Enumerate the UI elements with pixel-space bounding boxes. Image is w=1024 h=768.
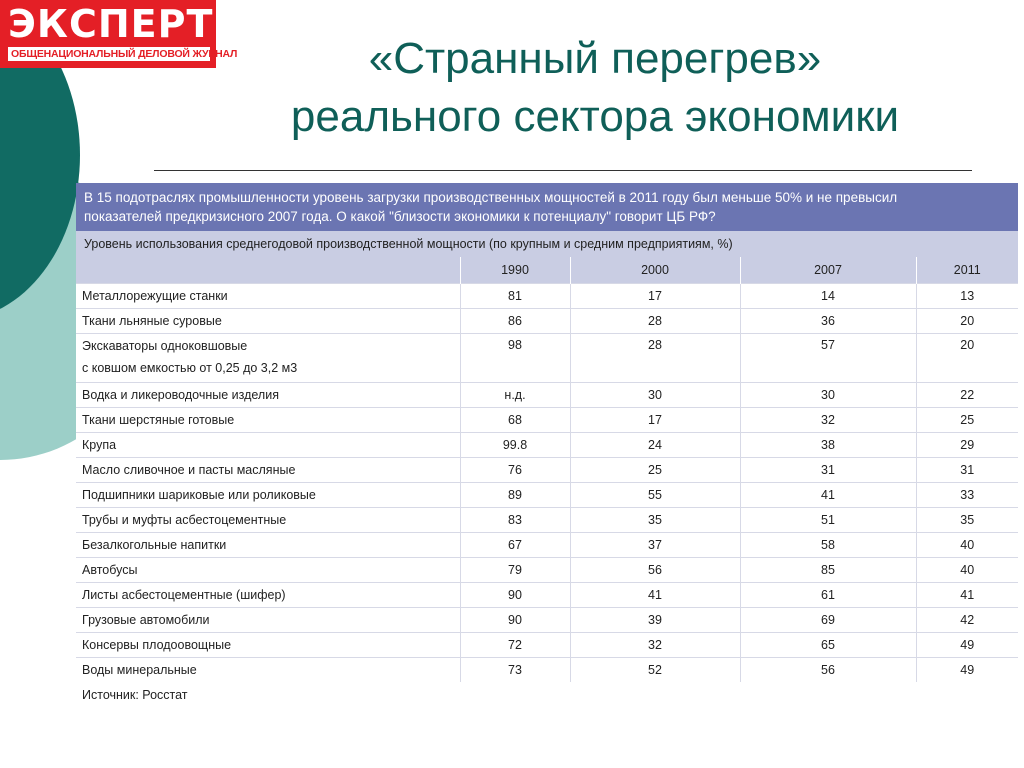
column-header-2000: 2000 xyxy=(570,257,740,284)
cell-2007: 57 xyxy=(740,334,916,383)
cell-2007: 41 xyxy=(740,483,916,508)
cell-2007: 51 xyxy=(740,508,916,533)
row-name: Трубы и муфты асбестоцементные xyxy=(76,508,460,533)
cell-2000: 17 xyxy=(570,284,740,309)
cell-2007: 56 xyxy=(740,658,916,683)
cell-2007: 38 xyxy=(740,433,916,458)
cell-2011: 13 xyxy=(916,284,1018,309)
cell-2011: 31 xyxy=(916,458,1018,483)
logo-subtitle: ОБЩЕНАЦИОНАЛЬНЫЙ ДЕЛОВОЙ ЖУРНАЛ xyxy=(8,47,210,61)
capacity-table-panel xyxy=(76,183,1018,711)
cell-2007: 58 xyxy=(740,533,916,558)
cell-2007: 61 xyxy=(740,583,916,608)
row-name: Ткани шерстяные готовые xyxy=(76,408,460,433)
table-row xyxy=(76,533,1018,558)
row-name: Автобусы xyxy=(76,558,460,583)
cell-2011: 33 xyxy=(916,483,1018,508)
cell-2011: 40 xyxy=(916,533,1018,558)
table-row xyxy=(76,309,1018,334)
cell-1990: 79 xyxy=(460,558,570,583)
cell-2011: 20 xyxy=(916,334,1018,383)
row-name: Подшипники шариковые или роликовые xyxy=(76,483,460,508)
row-name: Водка и ликероводочные изделия xyxy=(76,383,460,408)
slide-title-line2: реального сектора экономики xyxy=(290,92,900,141)
cell-2000: 17 xyxy=(570,408,740,433)
cell-1990: н.д. xyxy=(460,383,570,408)
table-row xyxy=(76,408,1018,433)
cell-2000: 37 xyxy=(570,533,740,558)
slide-title xyxy=(220,30,970,146)
cell-2000: 25 xyxy=(570,458,740,483)
table-header-row xyxy=(76,257,1018,284)
table-row xyxy=(76,483,1018,508)
table-row xyxy=(76,558,1018,583)
cell-2000: 28 xyxy=(570,309,740,334)
table-row xyxy=(76,334,1018,383)
cell-1990: 98 xyxy=(460,334,570,383)
cell-2000: 32 xyxy=(570,633,740,658)
cell-2000: 56 xyxy=(570,558,740,583)
row-name-line1: Экскаваторы одноковшовые xyxy=(82,339,248,353)
cell-2007: 31 xyxy=(740,458,916,483)
cell-1990: 76 xyxy=(460,458,570,483)
row-name: Консервы плодоовощные xyxy=(76,633,460,658)
table-caption: Уровень использования среднегодовой производственной мощности (по крупным и средним предприятиям, %) xyxy=(76,231,1018,257)
title-divider xyxy=(154,170,972,171)
cell-2011: 42 xyxy=(916,608,1018,633)
table-intro-line1: В 15 подотраслях промышленности уровень загрузки производственных мощностей в 2011 году был меньше 50% и не превысил xyxy=(84,190,898,205)
cell-2000: 24 xyxy=(570,433,740,458)
logo-wordmark: ЭКСПЕРТ xyxy=(8,2,214,46)
table-row xyxy=(76,383,1018,408)
cell-2011: 49 xyxy=(916,633,1018,658)
row-name: Металлорежущие станки xyxy=(76,284,460,309)
row-name xyxy=(76,334,460,383)
cell-1990: 83 xyxy=(460,508,570,533)
table-intro xyxy=(76,183,1018,231)
cell-1990: 99.8 xyxy=(460,433,570,458)
cell-2000: 28 xyxy=(570,334,740,383)
slide-title-line1: «Странный перегрев» xyxy=(368,34,822,83)
cell-2000: 30 xyxy=(570,383,740,408)
row-name: Безалкогольные напитки xyxy=(76,533,460,558)
cell-2007: 36 xyxy=(740,309,916,334)
cell-1990: 72 xyxy=(460,633,570,658)
expert-logo xyxy=(0,0,238,68)
row-name: Масло сливочное и пасты масляные xyxy=(76,458,460,483)
row-name: Ткани льняные суровые xyxy=(76,309,460,334)
row-name: Воды минеральные xyxy=(76,658,460,683)
cell-1990: 90 xyxy=(460,583,570,608)
cell-2011: 29 xyxy=(916,433,1018,458)
cell-1990: 68 xyxy=(460,408,570,433)
cell-2011: 20 xyxy=(916,309,1018,334)
table-row xyxy=(76,284,1018,309)
table-row xyxy=(76,508,1018,533)
cell-1990: 81 xyxy=(460,284,570,309)
table-source: Источник: Росстат xyxy=(82,688,188,702)
cell-1990: 86 xyxy=(460,309,570,334)
cell-2007: 65 xyxy=(740,633,916,658)
cell-2011: 22 xyxy=(916,383,1018,408)
cell-2000: 52 xyxy=(570,658,740,683)
column-header-2007: 2007 xyxy=(740,257,916,284)
cell-2011: 49 xyxy=(916,658,1018,683)
row-name: Грузовые автомобили xyxy=(76,608,460,633)
table-row xyxy=(76,658,1018,683)
table-row xyxy=(76,633,1018,658)
table-intro-line2: показателей предкризисного 2007 года. О какой "близости экономики к потенциалу" говорит ЦБ РФ? xyxy=(84,209,716,224)
table-row xyxy=(76,433,1018,458)
row-name: Листы асбестоцементные (шифер) xyxy=(76,583,460,608)
row-name: Крупа xyxy=(76,433,460,458)
cell-2000: 39 xyxy=(570,608,740,633)
cell-1990: 73 xyxy=(460,658,570,683)
cell-2011: 40 xyxy=(916,558,1018,583)
cell-2007: 14 xyxy=(740,284,916,309)
table-row xyxy=(76,458,1018,483)
cell-2007: 32 xyxy=(740,408,916,433)
cell-1990: 67 xyxy=(460,533,570,558)
cell-2011: 25 xyxy=(916,408,1018,433)
cell-2000: 41 xyxy=(570,583,740,608)
cell-2007: 85 xyxy=(740,558,916,583)
column-header-2011: 2011 xyxy=(916,257,1018,284)
row-name-line2: с ковшом емкостью от 0,25 до 3,2 м3 xyxy=(82,361,298,375)
column-header-1990: 1990 xyxy=(460,257,570,284)
column-header-name xyxy=(76,257,460,284)
cell-1990: 90 xyxy=(460,608,570,633)
table-row xyxy=(76,608,1018,633)
cell-2011: 35 xyxy=(916,508,1018,533)
cell-2000: 55 xyxy=(570,483,740,508)
table-row xyxy=(76,583,1018,608)
capacity-table xyxy=(76,257,1018,682)
cell-2000: 35 xyxy=(570,508,740,533)
cell-1990: 89 xyxy=(460,483,570,508)
cell-2011: 41 xyxy=(916,583,1018,608)
cell-2007: 30 xyxy=(740,383,916,408)
cell-2007: 69 xyxy=(740,608,916,633)
